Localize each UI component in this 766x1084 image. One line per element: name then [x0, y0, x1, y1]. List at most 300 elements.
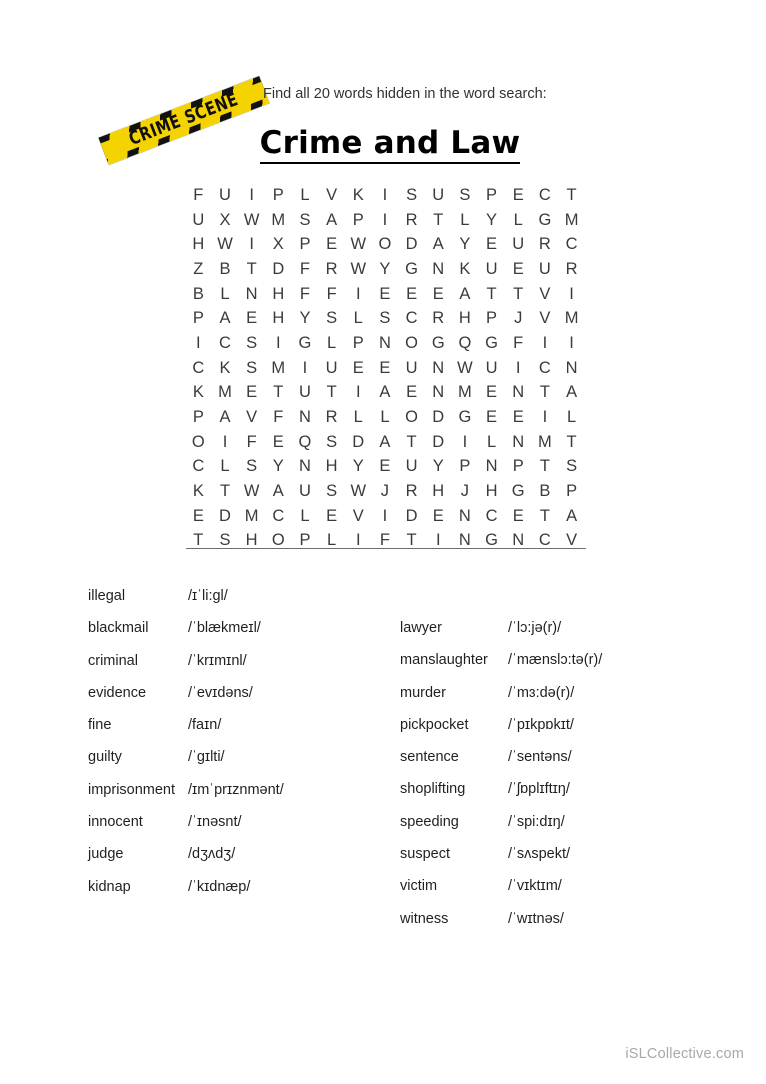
grid-cell[interactable]: D	[272, 259, 285, 278]
word-pronunciation: /faɪn/	[188, 717, 222, 734]
grid-cell[interactable]: N	[458, 531, 471, 550]
grid-cell[interactable]: W	[350, 482, 367, 501]
grid-cell[interactable]: I	[382, 210, 388, 229]
grid-cell[interactable]: Y	[379, 259, 391, 278]
grid-row	[185, 430, 585, 455]
grid-cell[interactable]: P	[192, 309, 204, 328]
grid-cell[interactable]: C	[565, 235, 578, 254]
word-label: fine	[88, 717, 112, 734]
word-list-item	[88, 871, 398, 903]
word-pronunciation: /ˈmɜ:də(r)/	[508, 684, 575, 701]
grid-cell[interactable]: G	[298, 333, 312, 352]
word-pronunciation: /ˈkɪdnæp/	[188, 878, 251, 895]
word-pronunciation: /ˈsentəns/	[508, 749, 572, 766]
grid-cell[interactable]: V	[352, 506, 364, 525]
word-pronunciation: /ˈpɪkpɒkɪt/	[508, 716, 574, 733]
grid-cell[interactable]: A	[219, 309, 231, 328]
grid-cell[interactable]: O	[271, 531, 285, 550]
grid-cell[interactable]: E	[486, 408, 498, 427]
grid-cell[interactable]: W	[243, 210, 260, 229]
grid-cell[interactable]: S	[459, 185, 471, 204]
grid-cell[interactable]: W	[457, 358, 473, 377]
grid-cell[interactable]: I	[462, 432, 468, 451]
grid-cell[interactable]: B	[539, 482, 551, 501]
grid-cell[interactable]: E	[379, 457, 391, 476]
grid-cell[interactable]: T	[486, 284, 497, 303]
word-pronunciation: /ˈsʌspekt/	[508, 846, 571, 863]
grid-cell[interactable]: Y	[299, 309, 311, 328]
grid-cell[interactable]: L	[327, 333, 337, 352]
grid-cell[interactable]: I	[355, 284, 361, 303]
grid-cell[interactable]: I	[382, 185, 388, 204]
grid-cell[interactable]: C	[538, 185, 551, 204]
grid-cell[interactable]: F	[299, 284, 310, 303]
grid-row	[185, 208, 585, 233]
word-pronunciation: /dʒʌdʒ/	[188, 846, 236, 863]
word-label: guilty	[88, 749, 122, 766]
grid-cell[interactable]: I	[542, 408, 548, 427]
grid-cell[interactable]: U	[405, 358, 418, 377]
grid-cell[interactable]: H	[192, 235, 205, 254]
grid-cell[interactable]: G	[458, 408, 472, 427]
grid-cell[interactable]: P	[352, 210, 364, 229]
grid-cell[interactable]: M	[271, 358, 286, 377]
word-list-column-right	[400, 612, 720, 935]
grid-cell[interactable]: U	[485, 358, 498, 377]
word-label: sentence	[400, 749, 459, 766]
grid-cell[interactable]: H	[485, 482, 498, 501]
grid-row	[185, 381, 585, 406]
grid-cell[interactable]: F	[379, 531, 390, 550]
grid-row	[185, 306, 585, 331]
grid-cell[interactable]: D	[352, 432, 365, 451]
grid-cell[interactable]: K	[219, 358, 231, 377]
grid-cell[interactable]: G	[485, 531, 498, 550]
grid-cell[interactable]: R	[325, 408, 338, 427]
word-pronunciation: /ˈevɪdəns/	[188, 684, 253, 701]
grid-cell[interactable]: N	[298, 457, 311, 476]
grid-cell[interactable]: U	[219, 185, 231, 204]
grid-cell[interactable]: C	[538, 358, 551, 377]
grid-cell[interactable]: A	[432, 235, 444, 254]
word-list-item	[400, 806, 720, 838]
grid-row	[185, 529, 585, 554]
word-label: evidence	[88, 684, 147, 701]
tape-label: CRIME SCENE	[126, 89, 242, 150]
grid-cell[interactable]: U	[325, 358, 338, 377]
grid-cell[interactable]: I	[569, 284, 574, 303]
grid-cell[interactable]: L	[460, 210, 470, 229]
grid-cell[interactable]: M	[244, 506, 259, 525]
grid-cell[interactable]: U	[192, 210, 205, 229]
word-pronunciation: /ˈgɪlti/	[188, 749, 225, 766]
word-pronunciation: /ˈmænslɔ:tə(r)/	[508, 652, 603, 669]
grid-cell[interactable]: N	[432, 383, 445, 402]
grid-cell[interactable]: J	[514, 309, 523, 328]
word-list-item	[400, 677, 720, 709]
grid-cell[interactable]: P	[352, 333, 364, 352]
grid-cell[interactable]: T	[566, 432, 577, 451]
grid-cell[interactable]: U	[485, 259, 498, 278]
grid-cell[interactable]: K	[352, 185, 364, 204]
word-list-item	[88, 645, 398, 677]
word-list-item	[400, 644, 720, 676]
grid-cell[interactable]: V	[539, 309, 551, 328]
grid-cell[interactable]: I	[355, 531, 361, 550]
grid-cell[interactable]: O	[191, 432, 205, 451]
grid-cell[interactable]: R	[432, 309, 445, 328]
grid-cell[interactable]: M	[564, 309, 579, 328]
page-title-text: Crime and Law	[260, 125, 521, 164]
site-watermark: iSLCollective.com	[625, 1046, 744, 1062]
grid-cell[interactable]: T	[539, 457, 550, 476]
grid-cell[interactable]: T	[539, 506, 550, 525]
grid-cell[interactable]: T	[433, 210, 444, 229]
grid-cell[interactable]: O	[378, 235, 392, 254]
grid-cell[interactable]: M	[564, 210, 579, 229]
word-label: victim	[400, 878, 438, 895]
grid-cell[interactable]: S	[326, 309, 338, 328]
grid-cell[interactable]: F	[326, 284, 337, 303]
grid-cell[interactable]: R	[538, 235, 551, 254]
grid-cell[interactable]: P	[459, 457, 471, 476]
grid-cell[interactable]: E	[512, 506, 524, 525]
grid-cell[interactable]: D	[405, 235, 418, 254]
grid-cell[interactable]: R	[325, 259, 338, 278]
grid-cell[interactable]: A	[379, 432, 391, 451]
grid-cell[interactable]: I	[382, 506, 388, 525]
word-list-item	[400, 903, 720, 935]
grid-cell[interactable]: P	[512, 457, 524, 476]
grid-cell[interactable]: G	[485, 333, 498, 352]
grid-row	[185, 331, 585, 356]
word-pronunciation: /ˈwɪtnəs/	[508, 910, 564, 927]
word-list-item	[88, 741, 398, 773]
grid-row	[185, 232, 585, 257]
grid-cell[interactable]: R	[565, 259, 578, 278]
grid-cell[interactable]: I	[355, 383, 361, 402]
grid-cell[interactable]: P	[192, 408, 204, 427]
grid-cell[interactable]: M	[271, 210, 286, 229]
grid-cell[interactable]: I	[196, 333, 201, 352]
grid-cell[interactable]: C	[192, 457, 205, 476]
grid-cell[interactable]: O	[405, 408, 418, 427]
grid-cell[interactable]: M	[458, 383, 472, 402]
grid-cell[interactable]: F	[299, 259, 310, 278]
word-pronunciation: /ˈlɔ:jə(r)/	[508, 620, 562, 636]
grid-cell[interactable]: I	[435, 531, 441, 550]
grid-cell[interactable]: P	[299, 235, 311, 254]
grid-cell[interactable]: G	[538, 210, 552, 229]
grid-cell[interactable]: P	[486, 185, 498, 204]
page-title	[155, 125, 625, 164]
word-list-item	[400, 773, 720, 805]
grid-cell[interactable]: V	[326, 185, 338, 204]
grid-cell[interactable]: Y	[486, 210, 498, 229]
grid-cell[interactable]: Q	[458, 333, 472, 352]
word-label: judge	[88, 846, 124, 863]
word-label: innocent	[88, 814, 143, 831]
grid-cell[interactable]: H	[272, 309, 285, 328]
grid-cell[interactable]: L	[300, 185, 310, 204]
word-pronunciation: /ɪˈli:gl/	[188, 588, 228, 604]
grid-cell[interactable]: I	[302, 358, 308, 377]
grid-bottom-rule	[186, 548, 586, 549]
grid-cell[interactable]: W	[350, 235, 367, 254]
grid-cell[interactable]: Y	[459, 235, 471, 254]
word-list-item	[88, 806, 398, 838]
grid-cell[interactable]: B	[219, 259, 231, 278]
grid-cell[interactable]: L	[300, 506, 310, 525]
word-pronunciation: /ˈʃɒplɪftɪŋ/	[508, 781, 570, 798]
grid-cell[interactable]: J	[460, 482, 470, 501]
grid-cell[interactable]: E	[272, 432, 284, 451]
grid-cell[interactable]: A	[326, 210, 338, 229]
grid-cell[interactable]: R	[405, 482, 418, 501]
grid-cell[interactable]: I	[515, 358, 521, 377]
grid-cell[interactable]: N	[432, 358, 445, 377]
grid-cell[interactable]: A	[272, 482, 284, 501]
grid-cell[interactable]: S	[219, 531, 231, 550]
grid-cell[interactable]: T	[513, 284, 524, 303]
grid-cell[interactable]: D	[405, 506, 418, 525]
grid-cell[interactable]: T	[406, 531, 417, 550]
grid-cell[interactable]: B	[192, 284, 204, 303]
grid-cell[interactable]: E	[512, 259, 524, 278]
grid-cell[interactable]: T	[219, 482, 231, 501]
grid-cell[interactable]: E	[486, 235, 498, 254]
grid-cell[interactable]: I	[249, 235, 254, 254]
grid-cell[interactable]: Y	[352, 457, 364, 476]
grid-cell[interactable]: D	[432, 408, 445, 427]
grid-cell[interactable]: Y	[432, 457, 444, 476]
grid-cell[interactable]: I	[569, 333, 574, 352]
grid-cell[interactable]: G	[431, 333, 445, 352]
grid-cell[interactable]: L	[380, 408, 390, 427]
grid-cell[interactable]: E	[326, 506, 338, 525]
grid-cell[interactable]: L	[567, 408, 577, 427]
grid-cell[interactable]: F	[513, 333, 524, 352]
grid-cell[interactable]: W	[350, 259, 367, 278]
grid-row	[185, 257, 585, 282]
word-list-item	[88, 677, 398, 709]
grid-cell[interactable]: I	[222, 432, 228, 451]
grid-cell[interactable]: S	[246, 333, 258, 352]
grid-row	[185, 479, 585, 504]
grid-cell[interactable]: T	[539, 383, 550, 402]
word-search-grid-area	[185, 183, 585, 553]
grid-cell[interactable]: S	[246, 358, 258, 377]
grid-cell[interactable]: E	[406, 284, 418, 303]
grid-cell[interactable]: U	[538, 259, 551, 278]
grid-row	[185, 356, 585, 381]
grid-cell[interactable]: V	[566, 531, 578, 550]
grid-cell[interactable]: N	[565, 358, 578, 377]
grid-cell[interactable]: S	[299, 210, 311, 229]
grid-cell[interactable]: K	[459, 259, 471, 278]
grid-cell[interactable]: E	[192, 506, 204, 525]
word-list-item	[88, 709, 398, 741]
grid-cell[interactable]: E	[432, 506, 444, 525]
grid-cell[interactable]: X	[219, 210, 231, 229]
grid-cell[interactable]: S	[379, 309, 391, 328]
grid-cell[interactable]: H	[245, 531, 258, 550]
grid-cell[interactable]: K	[192, 482, 204, 501]
grid-cell[interactable]: G	[511, 482, 525, 501]
grid-cell[interactable]: T	[273, 383, 284, 402]
grid-cell[interactable]: A	[219, 408, 231, 427]
grid-cell[interactable]: C	[192, 358, 205, 377]
word-search-grid-body	[185, 183, 585, 553]
grid-cell[interactable]: C	[485, 506, 498, 525]
worksheet-header	[0, 0, 766, 180]
grid-cell[interactable]: F	[273, 408, 284, 427]
grid-cell[interactable]: M	[218, 383, 232, 402]
grid-cell[interactable]: W	[217, 235, 233, 254]
instruction-text: Find all 20 words hidden in the word search:	[263, 86, 547, 102]
word-label: criminal	[88, 652, 138, 669]
word-list-item	[400, 741, 720, 773]
grid-cell[interactable]: I	[249, 185, 254, 204]
grid-cell[interactable]: A	[566, 506, 578, 525]
grid-cell[interactable]: E	[246, 309, 258, 328]
grid-cell[interactable]: N	[485, 457, 498, 476]
grid-cell[interactable]: D	[432, 432, 445, 451]
word-pronunciation: /ˈvɪktɪm/	[508, 878, 562, 895]
word-label: blackmail	[88, 620, 149, 637]
word-label: suspect	[400, 846, 450, 863]
grid-cell[interactable]: L	[486, 432, 497, 451]
grid-cell[interactable]: U	[298, 383, 311, 402]
grid-cell[interactable]: C	[219, 333, 231, 352]
grid-cell[interactable]: A	[379, 383, 391, 402]
grid-cell[interactable]: E	[379, 358, 391, 377]
grid-cell[interactable]: N	[432, 259, 445, 278]
grid-cell[interactable]: E	[406, 383, 418, 402]
grid-cell[interactable]: Q	[298, 432, 312, 451]
word-label: pickpocket	[400, 716, 469, 733]
word-list-item	[88, 774, 398, 806]
grid-cell[interactable]: L	[220, 457, 230, 476]
grid-cell[interactable]: N	[512, 383, 525, 402]
word-list-item	[400, 838, 720, 870]
grid-cell[interactable]: H	[272, 284, 285, 303]
grid-cell[interactable]: E	[326, 235, 338, 254]
grid-cell[interactable]: S	[566, 457, 578, 476]
grid-cell[interactable]: F	[193, 185, 204, 204]
grid-cell[interactable]: F	[246, 432, 257, 451]
grid-cell[interactable]: E	[352, 358, 364, 377]
grid-cell[interactable]: S	[326, 432, 338, 451]
grid-cell[interactable]: C	[405, 309, 418, 328]
grid-cell[interactable]: L	[220, 284, 230, 303]
grid-cell[interactable]: E	[512, 408, 524, 427]
word-label: murder	[400, 684, 446, 701]
grid-cell[interactable]: S	[326, 482, 338, 501]
grid-cell[interactable]: E	[246, 383, 258, 402]
grid-cell[interactable]: V	[539, 284, 551, 303]
word-label: shoplifting	[400, 781, 466, 798]
grid-cell[interactable]: P	[299, 531, 311, 550]
grid-cell[interactable]: L	[353, 408, 363, 427]
word-pronunciation: /ˈkrɪmɪnl/	[188, 652, 247, 669]
grid-cell[interactable]: U	[298, 482, 311, 501]
grid-cell[interactable]: L	[513, 210, 523, 229]
grid-cell[interactable]: W	[243, 482, 260, 501]
word-list	[0, 580, 766, 960]
word-list-item	[400, 870, 720, 902]
grid-cell[interactable]: U	[432, 185, 445, 204]
grid-row	[185, 183, 585, 208]
grid-cell[interactable]: A	[459, 284, 471, 303]
grid-cell[interactable]: R	[405, 210, 418, 229]
grid-cell[interactable]: T	[566, 185, 577, 204]
grid-cell[interactable]: P	[272, 185, 284, 204]
grid-cell[interactable]: G	[405, 259, 418, 278]
grid-cell[interactable]: P	[566, 482, 578, 501]
grid-row	[185, 504, 585, 529]
grid-cell[interactable]: H	[458, 309, 471, 328]
grid-cell[interactable]: E	[512, 185, 524, 204]
grid-cell[interactable]: I	[276, 333, 281, 352]
grid-cell[interactable]: D	[219, 506, 231, 525]
word-label: illegal	[88, 588, 126, 604]
grid-cell[interactable]: N	[512, 531, 525, 550]
grid-cell[interactable]: K	[192, 383, 204, 402]
grid-cell[interactable]: N	[378, 333, 391, 352]
word-label: manslaughter	[400, 652, 488, 669]
grid-cell[interactable]: M	[537, 432, 552, 451]
grid-cell[interactable]: S	[246, 457, 258, 476]
grid-cell[interactable]: S	[406, 185, 418, 204]
grid-cell[interactable]: O	[405, 333, 418, 352]
grid-cell[interactable]: E	[432, 284, 444, 303]
word-label: witness	[400, 910, 449, 927]
grid-cell[interactable]: N	[512, 432, 525, 451]
grid-cell[interactable]: U	[512, 235, 525, 254]
grid-cell[interactable]: L	[353, 309, 363, 328]
grid-cell[interactable]: E	[379, 284, 391, 303]
grid-cell[interactable]: C	[272, 506, 285, 525]
grid-cell[interactable]: V	[246, 408, 258, 427]
grid-cell[interactable]: Y	[272, 457, 284, 476]
grid-cell[interactable]: U	[405, 457, 418, 476]
grid-cell[interactable]: T	[246, 259, 257, 278]
grid-cell[interactable]: C	[538, 531, 551, 550]
grid-cell[interactable]: T	[406, 432, 417, 451]
grid-cell[interactable]: H	[325, 457, 338, 476]
grid-cell[interactable]: H	[432, 482, 445, 501]
grid-cell[interactable]: I	[542, 333, 548, 352]
grid-cell[interactable]: T	[193, 531, 204, 550]
word-label: imprisonment	[88, 781, 176, 798]
grid-cell[interactable]: T	[326, 383, 337, 402]
grid-cell[interactable]: L	[327, 531, 337, 550]
grid-cell[interactable]: N	[245, 284, 258, 303]
grid-cell[interactable]: Z	[193, 259, 204, 278]
word-search-grid	[185, 183, 585, 553]
grid-cell[interactable]: A	[566, 383, 578, 402]
grid-cell[interactable]: J	[380, 482, 390, 501]
word-pronunciation: /ɪmˈprɪznmənt/	[188, 781, 284, 798]
grid-cell[interactable]: P	[486, 309, 498, 328]
word-list-item	[400, 612, 720, 644]
grid-cell[interactable]: N	[298, 408, 311, 427]
grid-cell[interactable]: E	[486, 383, 498, 402]
grid-cell[interactable]: N	[458, 506, 471, 525]
word-list-item	[400, 709, 720, 741]
grid-cell[interactable]: X	[272, 235, 284, 254]
